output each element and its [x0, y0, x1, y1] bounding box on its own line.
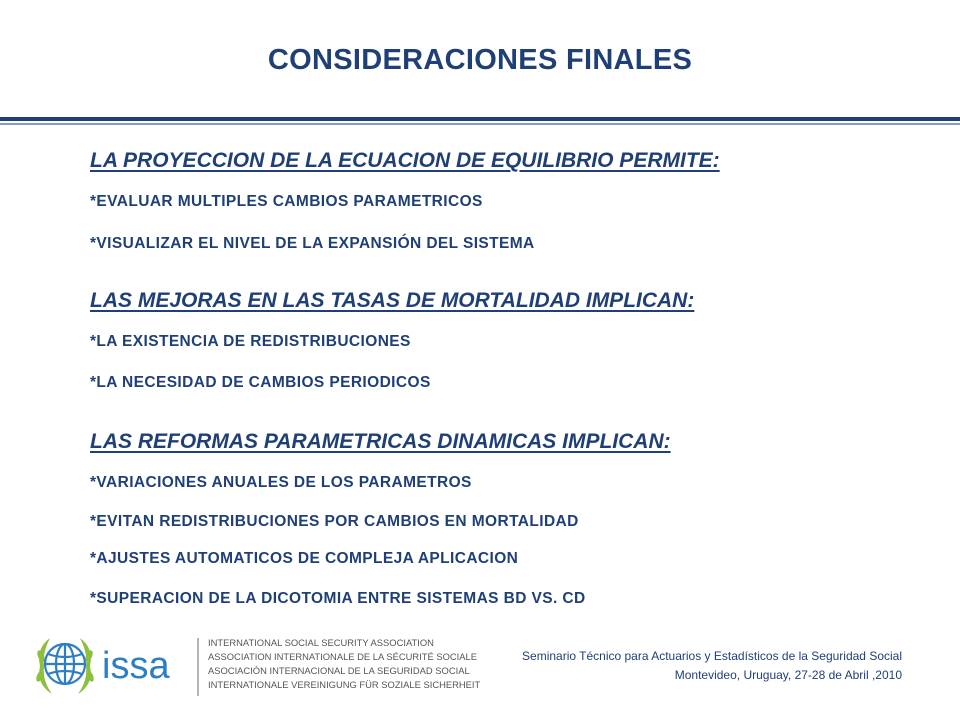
slide-title: CONSIDERACIONES FINALES: [267, 44, 693, 76]
bullet-item: *AJUSTES AUTOMATICOS DE COMPLEJA APLICACION: [90, 550, 519, 567]
issa-name-de: INTERNATIONALE VEREINIGUNG FÜR SOZIALE SICHERHEIT: [208, 679, 480, 690]
bullet-item: *VISUALIZAR EL NIVEL DE LA EXPANSIÓN DEL SISTEMA: [90, 235, 535, 252]
bullet-item: *SUPERACION DE LA DICOTOMIA ENTRE SISTEMAS BD VS. CD: [90, 590, 586, 607]
issa-name-fr: ASSOCIATION INTERNATIONALE DE LA SÉCURITÉ SOCIALE: [208, 651, 477, 662]
title-divider-thin: [0, 123, 960, 125]
bullet-item: *LA EXISTENCIA DE REDISTRIBUCIONES: [90, 333, 411, 350]
issa-name-es: ASOCIACIÓN INTERNACIONAL DE LA SEGURIDAD SOCIAL: [208, 665, 470, 676]
section-heading-proyeccion: LA PROYECCION DE LA ECUACION DE EQUILIBRIO PERMITE:: [90, 149, 720, 172]
issa-wordmark: issa: [102, 645, 170, 687]
footer-location-date: Montevideo, Uruguay, 27-28 de Abril ,2010: [674, 668, 902, 682]
section-heading-mortalidad: LAS MEJORAS EN LAS TASAS DE MORTALIDAD IMPLICAN:: [90, 289, 695, 312]
issa-logo: [30, 632, 480, 700]
title-divider: [0, 117, 960, 121]
section-heading-reformas: LAS REFORMAS PARAMETRICAS DINAMICAS IMPLICAN:: [90, 430, 671, 453]
globe-icon: [45, 644, 85, 684]
bullet-item: *LA NECESIDAD DE CAMBIOS PERIODICOS: [90, 374, 431, 391]
bullet-item: *EVALUAR MULTIPLES CAMBIOS PARAMETRICOS: [90, 193, 483, 210]
footer-seminar: Seminario Técnico para Actuarios y Estadísticos de la Seguridad Social: [522, 649, 902, 663]
bullet-item: *VARIACIONES ANUALES DE LOS PARAMETROS: [90, 474, 472, 491]
issa-name-en: INTERNATIONAL SOCIAL SECURITY ASSOCIATION: [208, 637, 434, 648]
bullet-item: *EVITAN REDISTRIBUCIONES POR CAMBIOS EN MORTALIDAD: [90, 513, 579, 530]
